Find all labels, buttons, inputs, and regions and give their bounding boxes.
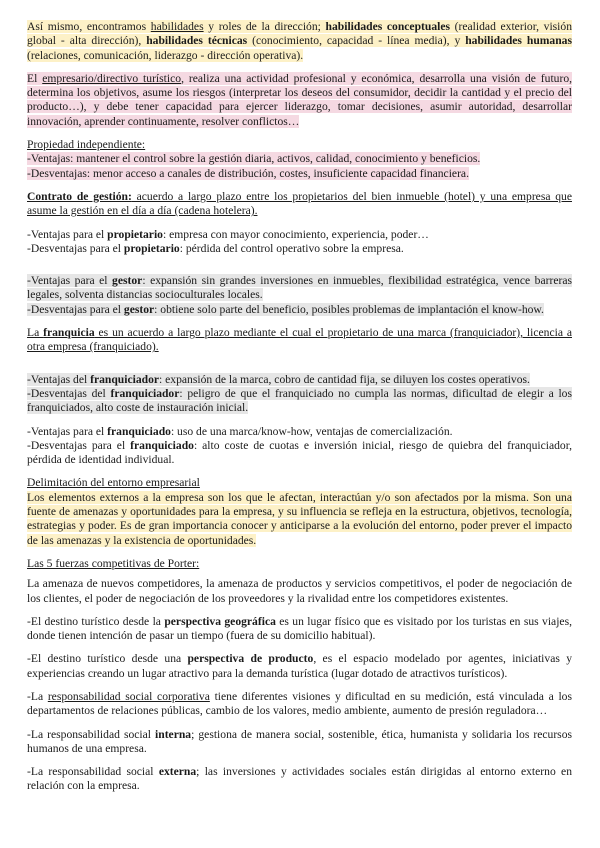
franquiciador-ventajas xyxy=(27,373,572,387)
text: es un lugar físico que es visitado por los turistas en sus viajes, donde tienen intención de pasar un tiempo (fuera de su domicilio habitual). xyxy=(27,614,572,643)
text: (realidad exterior, visión global - alta dirección), xyxy=(27,20,573,48)
text: , es el espacio modelado por agentes, iniciativas y experiencias creando un lugar atractivo para la demanda turística (lugar dotado de atractivos turísticos). xyxy=(27,652,572,680)
text: ; las inversiones y actividades sociales están dirigidas al entorno externo en relación con la empresa. xyxy=(27,765,572,793)
paragraph-franquicia xyxy=(27,326,572,355)
term-contrato-gestion: Contrato de gestión: xyxy=(27,189,132,203)
term-propietario: propietario xyxy=(123,241,180,255)
section-heading: Delimitación del entorno empresarial xyxy=(27,476,200,490)
text: acuerdo a largo plazo entre los propietarios del bien inmueble (hotel) y una empresa que asume la gestión en el día a día (cadena hotelera). xyxy=(27,189,572,218)
text: tiene diferentes visiones y dificultad en su medición, está vinculada a los departamentos de relaciones públicas, cambio de los valores, medio ambiente, aumento de presión reguladora… xyxy=(27,689,572,718)
list-item: -Ventajas: mantener el control sobre la gestión diaria, activos, calidad, conocimiento y beneficios. xyxy=(27,152,481,166)
text: : empresa con mayor conocimiento, experiencia, poder… xyxy=(162,227,429,241)
text: El xyxy=(27,71,43,85)
term-franquiciador: franquiciador xyxy=(90,372,160,386)
text: : alto coste de cuotas e inversión inicial, riesgo de quiebra del franquiciador, pérdida de identidad individual. xyxy=(27,438,572,467)
term-perspectiva-producto: perspectiva de producto xyxy=(187,652,314,666)
term-propietario: propietario xyxy=(107,227,163,241)
text: (conocimiento, capacidad - línea media), y xyxy=(247,34,466,48)
propiedad-ventajas xyxy=(27,152,572,166)
term-gestor: gestor xyxy=(112,274,143,288)
term-externa: externa xyxy=(158,765,197,779)
text: : expansión sin grandes inversiones en inmuebles, flexibilidad estratégica, vence barreras legales, solventa distancias socioculturales locales. xyxy=(27,274,572,302)
text: -Desventajas para el xyxy=(27,241,124,255)
heading-propiedad xyxy=(27,138,572,152)
term-empresario: empresario/directivo turístico xyxy=(42,71,182,85)
paragraph-empresario xyxy=(27,72,572,129)
term-franquiciador: franquiciador xyxy=(110,386,180,400)
text: La xyxy=(27,326,44,340)
term-habilidades-conceptuales: habilidades conceptuales xyxy=(325,20,451,33)
text: ; gestiona de manera social, sostenible, ética, humanista y solidaria los recursos humanos de una empresa. xyxy=(27,727,572,755)
text: -Desventajas para el xyxy=(27,438,131,452)
text: : obtiene solo parte del beneficio, posibles problemas de implantación el know-how. xyxy=(154,302,544,316)
term-franquiciado: franquiciado xyxy=(130,438,194,452)
propietario-desventajas xyxy=(27,242,572,256)
term-habilidades-humanas: habilidades humanas xyxy=(465,34,572,48)
heading-porter xyxy=(27,557,572,571)
text: -El destino turístico desde una xyxy=(27,652,188,666)
term-habilidades: habilidades xyxy=(150,20,204,33)
spacer xyxy=(27,265,572,274)
franquiciado-ventajas xyxy=(27,425,572,439)
paragraph-rs-externa xyxy=(27,765,572,794)
section-heading: Propiedad independiente: xyxy=(27,138,146,152)
text: es un acuerdo a largo plazo mediante el cual el propietario de una marca (franquiciador), licencia a otra empresa (franquiciado). xyxy=(27,326,572,354)
text: -El destino turístico desde la xyxy=(27,614,165,628)
term-franquicia: franquicia xyxy=(43,326,95,340)
term-franquiciado: franquiciado xyxy=(107,424,171,438)
paragraph-contrato xyxy=(27,190,572,219)
text: -Ventajas para el xyxy=(27,424,108,438)
paragraph-habilidades xyxy=(27,20,572,63)
text: -Ventajas del xyxy=(27,372,91,386)
text: -Ventajas para el xyxy=(27,227,108,241)
term-habilidades-tecnicas: habilidades técnicas xyxy=(146,34,248,48)
paragraph-destino-producto xyxy=(27,652,572,681)
text: : uso de una marca/know-how, ventajas de comercialización. xyxy=(170,424,453,438)
heading-entorno xyxy=(27,476,572,490)
section-heading: Las 5 fuerzas competitivas de Porter: xyxy=(27,556,200,570)
text: -La responsabilidad social xyxy=(27,765,159,779)
term-perspectiva-geografica: perspectiva geográfica xyxy=(164,614,276,628)
text: Los elementos externos a la empresa son los que le afectan, interactúan y/o son afectados por la misma. Son una fuente de amenazas y oportunidades para la empresa, y su influencia se refleja en la estructura, objetivos, tecnología, estrategias y poder. Es de gran importancia conocer y anticiparse a la evolución del entorno, poder prever el impacto de las amenazas y la existencia de oportunidades. xyxy=(27,490,572,547)
term-gestor: gestor xyxy=(123,302,155,316)
text: -Ventajas para el xyxy=(27,274,113,288)
text: (relaciones, comunicación, liderazgo - dirección operativa). xyxy=(27,48,304,62)
text: , realiza una actividad profesional y económica, desarrolla una visión de futuro, determina los objetivos, asume los riesgos (interpretar los deseos del consumidor, decidir la cantidad y el precio del producto…), y debe tener capacidad para ejercer liderazgo, tomar decisiones, asumir autoridad, desarrollar innovación, aprender continuamente, resolver conflictos… xyxy=(27,71,573,128)
gestor-ventajas xyxy=(27,274,572,303)
text: -La responsabilidad social xyxy=(27,727,156,741)
term-rsc: responsabilidad social corporativa xyxy=(47,689,210,703)
paragraph-rs-interna xyxy=(27,728,572,757)
propiedad-desventajas xyxy=(27,167,572,181)
propietario-ventajas xyxy=(27,228,572,242)
text: -Desventajas del xyxy=(27,386,111,400)
spacer xyxy=(27,364,572,373)
gestor-desventajas xyxy=(27,303,572,317)
franquiciado-desventajas xyxy=(27,439,572,468)
paragraph-rsc xyxy=(27,690,572,719)
text: y roles de la dirección; xyxy=(203,20,326,33)
franquiciador-desventajas xyxy=(27,387,572,416)
text: La amenaza de nuevos competidores, la amenaza de productos y servicios competitivos, el poder de negociación de los clientes, el poder de negociación de los proveedores y la rivalidad entre los competidores existentes. xyxy=(27,577,572,605)
paragraph-destino-geografico xyxy=(27,615,572,644)
text: : expansión de la marca, cobro de cantidad fija, se diluyen los costes operativos. xyxy=(159,372,530,386)
text: -Desventajas para el xyxy=(27,302,124,316)
text: : pérdida del control operativo sobre la empresa. xyxy=(179,241,404,255)
list-item: -Desventajas: menor acceso a canales de distribución, costes, insuficiente capacidad financiera. xyxy=(27,166,469,180)
paragraph-entorno xyxy=(27,491,572,548)
text: : peligro de que el franquiciado no cumpla las normas, dificultad de elegir a los franquiciados, alto coste de instauración inicial. xyxy=(27,386,572,415)
term-interna: interna xyxy=(155,727,192,741)
text: Así mismo, encontramos xyxy=(27,20,151,33)
paragraph-porter xyxy=(27,577,572,606)
text: -La xyxy=(27,689,48,703)
